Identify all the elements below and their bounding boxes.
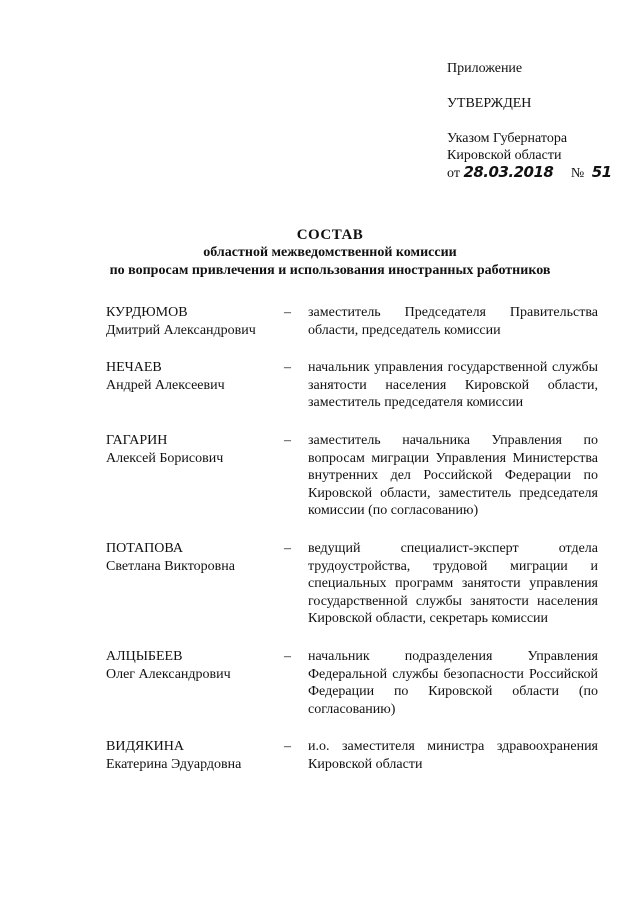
decree-date-line — [447, 164, 627, 182]
approval-stamp — [447, 60, 627, 182]
member-role: заместитель начальника Управления по вопросам миграции Управления Министерства внутренних дел Российской Федерации по Кировской области, заместитель председателя комиссии (по согласованию) — [308, 432, 598, 519]
decree-line-2: Кировской области — [447, 148, 562, 163]
member-given-name: Дмитрий Александрович — [106, 322, 256, 338]
attachment-label: Приложение — [447, 61, 523, 76]
member-role: и.о. заместителя министра здравоохранения Кировской области — [308, 739, 598, 772]
member-role: начальник подразделения Управления Федеральной службы безопасности Российской Федерации по Кировской области (по согласованию) — [308, 648, 598, 717]
member-dash: – — [284, 360, 291, 376]
member-given-name: Светлана Викторовна — [106, 558, 235, 574]
member-name — [106, 648, 284, 718]
member-row — [106, 738, 598, 773]
member-given-name: Андрей Алексеевич — [106, 377, 225, 393]
member-row — [106, 359, 598, 412]
member-role: заместитель Председателя Правительства области, председатель комиссии — [308, 305, 598, 338]
member-role: ведущий специалист-эксперт отдела трудоустройства, трудовой миграции и специальных программ занятости управления государственной службы занятости населения Кировской области, секретарь комиссии — [308, 540, 598, 627]
member-surname: ВИДЯКИНА — [106, 739, 185, 755]
member-name — [106, 432, 284, 520]
member-row — [106, 432, 598, 520]
member-dash: – — [284, 648, 291, 664]
title-sub-2: по вопросам привлечения и использования иностранных работников — [109, 263, 551, 278]
document-title — [80, 226, 580, 280]
member-dash: – — [284, 540, 291, 556]
decree-number: 51 — [591, 163, 612, 181]
approved-label: УТВЕРЖДЕН — [447, 96, 532, 111]
date-prefix: от — [447, 166, 460, 181]
member-given-name: Алексей Борисович — [106, 450, 224, 466]
member-name — [106, 738, 284, 773]
decree-line-1: Указом Губернатора — [447, 131, 568, 146]
member-row — [106, 304, 598, 339]
member-surname: АЛЦЫБЕЕВ — [106, 648, 183, 664]
member-dash: – — [284, 305, 291, 320]
title-main: СОСТАВ — [296, 227, 364, 243]
member-row — [106, 648, 598, 718]
member-name — [106, 359, 284, 412]
title-sub-1: областной межведомственной комиссии — [203, 245, 457, 260]
number-label: № — [570, 166, 585, 181]
member-surname: ГАГАРИН — [106, 432, 168, 448]
member-surname: КУРДЮМОВ — [106, 305, 188, 320]
member-name — [106, 540, 284, 628]
member-given-name: Екатерина Эдуардовна — [106, 756, 242, 772]
decree-date: 28.03.2018 — [463, 163, 554, 181]
members-list — [106, 304, 598, 773]
member-given-name: Олег Александрович — [106, 666, 231, 682]
member-dash: – — [284, 432, 291, 448]
member-dash: – — [284, 739, 291, 755]
member-role: начальник управления государственной службы занятости населения Кировской области, заместитель председателя комиссии — [308, 360, 598, 411]
member-surname: НЕЧАЕВ — [106, 360, 162, 376]
member-surname: ПОТАПОВА — [106, 540, 183, 556]
member-row — [106, 540, 598, 628]
member-name — [106, 304, 284, 339]
